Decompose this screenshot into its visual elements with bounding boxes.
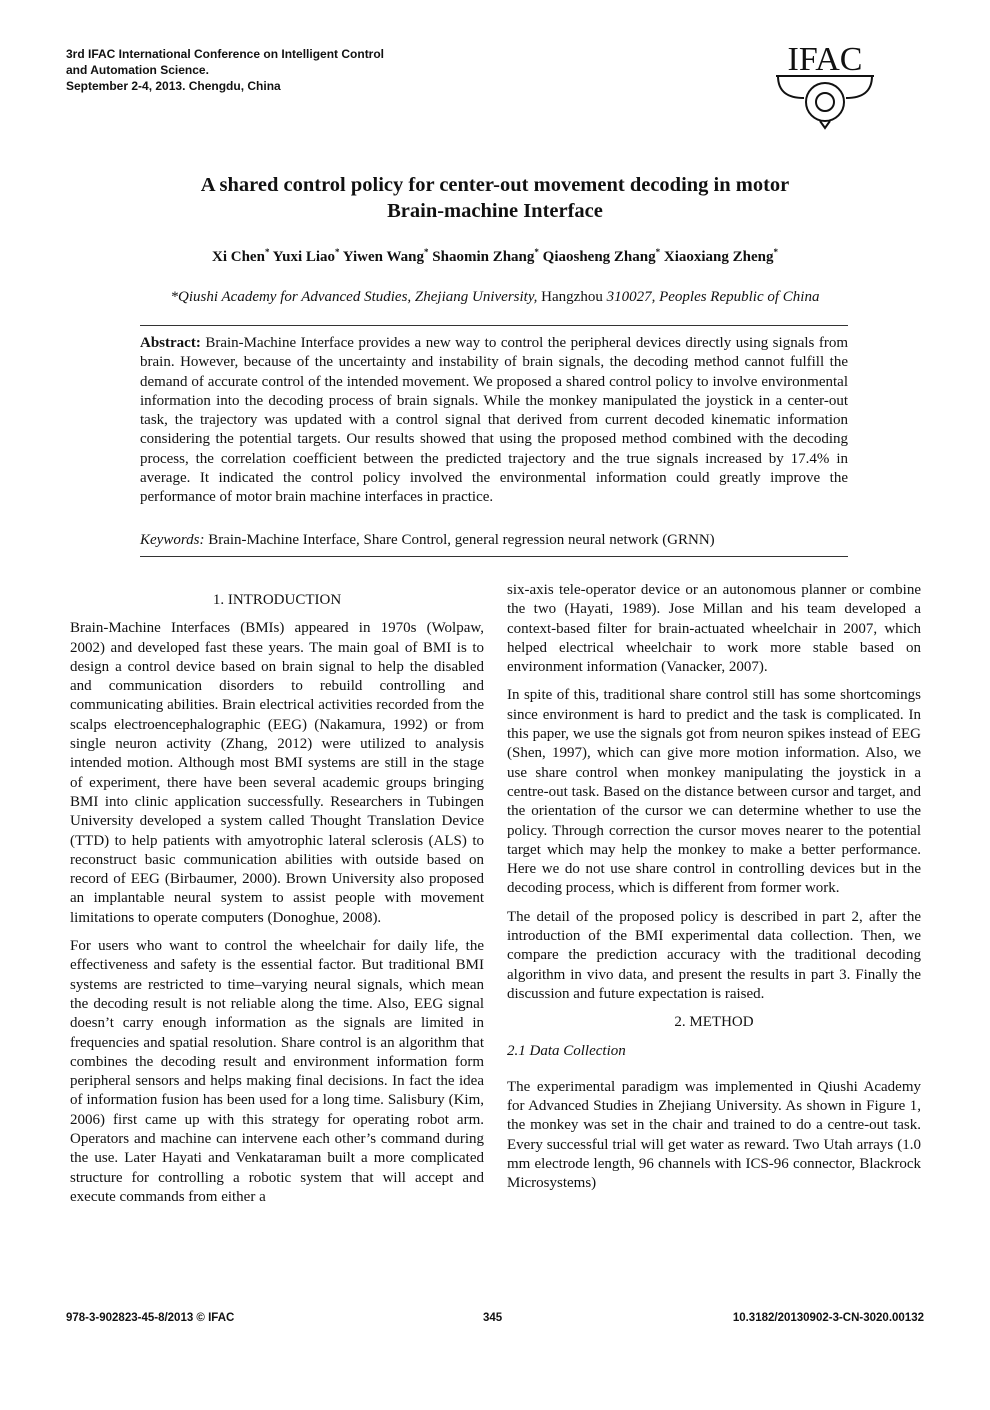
author: Xiaoxiang Zheng xyxy=(663,249,774,265)
author: Qiaosheng Zhang xyxy=(542,249,656,265)
author-mark: * xyxy=(534,247,539,257)
paragraph: In spite of this, traditional share control still has some shortcomings since environment is hard to predict and the task is complicated. In this paper, we use the signals got from neuron spikes instead of EEG (Shen, 1997), which can give more motion information. Also, we use share control when monkey manipulating the joystick in a centre-out task. Based on the distance between cursor and target, and the orientation of the cursor we can determine whether to use the policy. Through correction the cursor moves nearer to the potential target which may help the monkey to make a better performance. Here we do not use share control in controlling devices but in the decoding process, which is different from former work. xyxy=(507,687,921,897)
ifac-logo xyxy=(770,40,880,130)
ifac-logo-text: IFAC xyxy=(787,41,863,78)
abstract xyxy=(140,334,848,508)
author-mark: * xyxy=(773,247,778,257)
paper-title xyxy=(60,172,930,224)
subsection-heading-data-collection: 2.1 Data Collection xyxy=(507,1042,626,1059)
affiliation-institution: Qiushi Academy for Advanced Studies, Zhejiang University, xyxy=(178,289,538,305)
paragraph: Brain-Machine Interfaces (BMIs) appeared in 1970s (Wolpaw, 2002) and developed fast these years. The main goal of BMI is to design a control device based on brain signal to help the disabled and communication disorders to rebuild controlling and communicating abilities. Brain electrical activities recorded from the scalps electroencephalographic (EEG) (Nakamura, 1992) or from single neuron activity (Zhang, 2012) were utilized to analysis intended motion. Although most BMI systems are still in the stage of experiment, there have been several academic groups bringing BMI into clinic application successfully. Researchers in Tubingen University developed a system called Thought Translation Device (TTD) to help patients with amyotrophic lateral sclerosis (ALS) to reconstruct basic communication abilities with outside based on record of EEG (Birbaumer, 2000). Brown University also proposed an implantable neural system to assist people with movement limitations to operate computers (Donoghue, 2008). xyxy=(70,620,484,926)
left-column xyxy=(70,591,484,1216)
paragraph: six-axis tele-operator device or an autonomous planner or combine the two (Hayati, 1989). Jose Millan and his team developed a context-based filter for brain-actuated wheelchair in 2007, which helped electrical wheelchair to work more stable based on environment information (Vanacker, 2007). xyxy=(507,582,921,676)
footer-doi: 10.3182/20130902-3-CN-3020.00132 xyxy=(732,1312,924,1324)
author-mark: * xyxy=(655,247,661,257)
paragraph: For users who want to control the wheelchair for daily life, the effectiveness and safety is the essential factor. But traditional BMI systems are restricted to time–varying neural signals, which mean the decoding result is not reliable along the time. Also, EEG signal doesn’t carry enough information as the signals are limited in frequencies and spatial resolution. Share control is an algorithm that combines the decoding result and environment information form peripheral sensors and helps making final decisions. In fact the idea of information fusion has been used for a long time. Salisbury (Kim, 2006) first came up with this strategy for operating robot arm. Operators and machine can intervene each other’s command during the use. Later Hayati and Venkataraman built a more complicated structure for controlling a robotic system that will accept and execute commands from either a xyxy=(70,938,484,1205)
conference-line-3: September 2-4, 2013. Chengdu, China xyxy=(66,79,281,93)
author-mark: * xyxy=(264,247,270,257)
title-line-1: A shared control policy for center-out movement decoding in motor xyxy=(200,174,790,196)
author-mark: * xyxy=(335,247,340,257)
conference-line-2: and Automation Science. xyxy=(66,63,209,77)
author-mark: * xyxy=(424,247,429,257)
conference-line-1: 3rd IFAC International Conference on Intelligent Control xyxy=(66,47,385,61)
author: Xi Chen xyxy=(212,249,265,265)
keywords-text: Brain-Machine Interface, Share Control, general regression neural network (GRNN) xyxy=(208,532,715,548)
section-heading-method: 2. METHOD xyxy=(674,1014,754,1031)
author: Shaomin Zhang xyxy=(432,249,535,265)
abstract-bottom-rule xyxy=(140,556,848,557)
abstract-text: Brain-Machine Interface provides a new way to control the peripheral devices directly using signals from brain. However, because of the uncertainty and instability of brain signals, the decoding method cannot fulfill the demand of accurate control of the intended movement. We proposed a shared control policy to involve environmental information into the decoding process of brain signals. While the monkey manipulated the joystick in a center-out task, the trajectory was updated with a control signal that derived from current decoded kinematic information considering the potential targets. Our results showed that using the proposed method combined with the decoding process, the correlation coefficient between the predicted trajectory and the true signals increased by 17.4% in average. It indicated the control policy involved the environmental information could greatly improve the performance of motor brain machine interfaces in practice. xyxy=(140,335,849,506)
keywords-label: Keywords: xyxy=(140,532,205,548)
abstract-top-rule xyxy=(140,325,848,326)
section-heading-introduction: 1. INTRODUCTION xyxy=(212,592,342,608)
paragraph: The detail of the proposed policy is described in part 2, after the introduction of the BMI experimental data collection. Then, we compare the prediction accuracy with the traditional decoding algorithm in vivo data, and present the results in part 3. Finally the discussion and future expectation is raised. xyxy=(507,908,921,1002)
keywords xyxy=(140,531,848,550)
conference-header xyxy=(66,46,486,94)
author: Yiwen Wang xyxy=(342,249,425,265)
paragraph: The experimental paradigm was implemented in Qiushi Academy for Advanced Studies in Zhejiang University. As shown in Figure 1, the monkey was set in the chair and trained to do a centre-out task. Every successful trial will get water as reward. Two Utah arrays (1.0 mm electrode length, 96 channels with ICS-96 connector, Blackrock Microsystems) xyxy=(507,1078,921,1192)
affiliation xyxy=(60,287,930,307)
affiliation-city: Hangzhou xyxy=(541,289,603,305)
affiliation-mark: * xyxy=(170,289,179,305)
author: Yuxi Liao xyxy=(272,249,336,265)
title-line-2: Brain-machine Interface xyxy=(387,200,603,222)
footer-page-number: 345 xyxy=(483,1312,503,1324)
right-column xyxy=(507,581,921,1203)
footer-isbn: 978-3-902823-45-8/2013 © IFAC xyxy=(66,1312,235,1324)
author-list xyxy=(60,242,930,267)
affiliation-postal: 310027, Peoples Republic of China xyxy=(606,289,820,305)
abstract-label: Abstract: xyxy=(140,335,201,351)
